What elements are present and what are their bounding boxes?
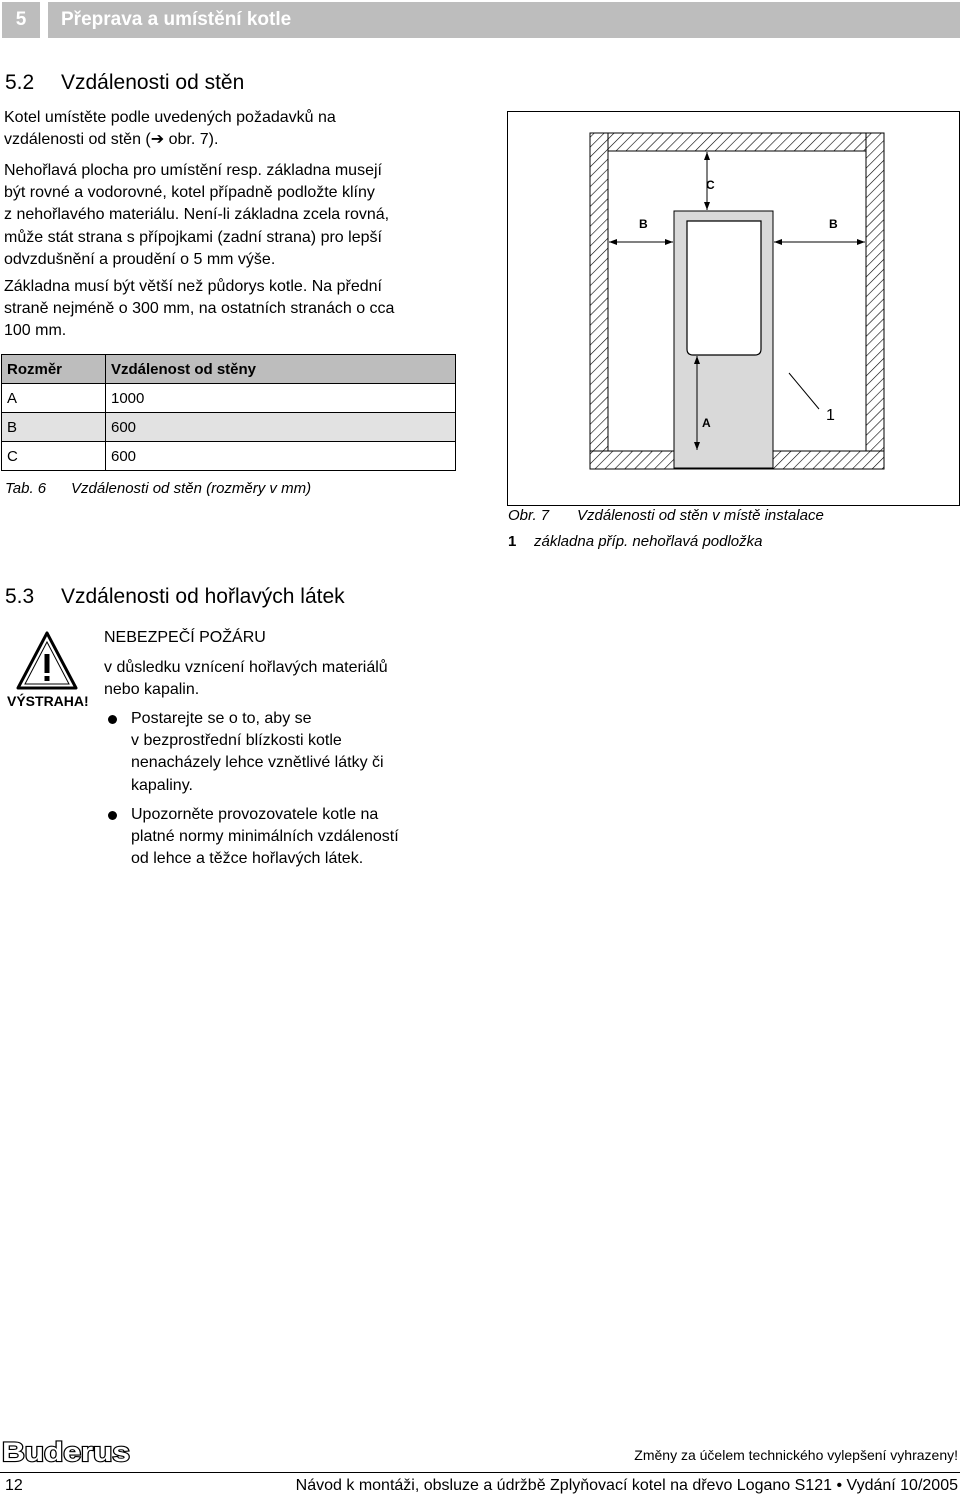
chapter-title: Přeprava a umístění kotle bbox=[48, 2, 960, 38]
text-line: v důsledku vznícení hořlavých materiálů bbox=[104, 659, 388, 676]
figure-legend-key: 1 bbox=[508, 533, 517, 550]
label-c: C bbox=[706, 178, 715, 192]
right-wall bbox=[866, 133, 884, 469]
text-line: Kotel umístěte podle uvedených požadavků na bbox=[4, 109, 336, 126]
section-title: Vzdálenosti od hořlavých látek bbox=[61, 585, 345, 608]
text-line: z nehořlavého materiálu. Není-li základna zcela rovná, bbox=[4, 206, 390, 224]
text-line: 100 mm. bbox=[4, 322, 67, 340]
text-line: Základna musí být větší než půdorys kotle. Na přední bbox=[4, 278, 382, 295]
label-1: 1 bbox=[826, 407, 835, 424]
table-cell: C bbox=[2, 442, 106, 471]
figure-caption-label: Obr. 7 bbox=[508, 507, 550, 524]
document-title: Návod k montáži, obsluze a údržbě Zplyňovací kotel na dřevo Logano S121 • Vydání 10/2005 bbox=[295, 1477, 958, 1494]
chapter-number: 5 bbox=[2, 2, 40, 38]
bullet-item-2 bbox=[131, 804, 461, 871]
paragraph-3 bbox=[4, 276, 459, 343]
table-cell: A bbox=[2, 384, 106, 413]
text-line: platné normy minimálních vzdáleností bbox=[131, 828, 399, 846]
distance-table bbox=[1, 354, 456, 471]
text-line: být rovné a vodorovné, kotel případně podložte klíny bbox=[4, 184, 375, 202]
figure-caption-text: Vzdálenosti od stěn v místě instalace bbox=[577, 507, 824, 524]
table-row bbox=[2, 413, 456, 442]
section-heading-5-2 bbox=[5, 70, 244, 96]
paragraph-1 bbox=[4, 107, 459, 151]
text-line: straně nejméně o 300 mm, na ostatních stranách o cca bbox=[4, 300, 395, 318]
text-line: od lehce a těžce hořlavých látek. bbox=[131, 850, 364, 868]
table-caption-text: Vzdálenosti od stěn (rozměry v mm) bbox=[71, 480, 312, 497]
left-wall bbox=[590, 133, 608, 469]
table-header-cell: Vzdálenost od stěny bbox=[106, 355, 456, 384]
footer-note: Změny za účelem technického vylepšení vyhrazeny! bbox=[634, 1447, 958, 1463]
figure-legend-text: základna příp. nehořlavá podložka bbox=[534, 533, 763, 550]
label-b-right: B bbox=[829, 217, 838, 231]
table-caption-label: Tab. 6 bbox=[5, 480, 47, 497]
buderus-logo bbox=[2, 1436, 134, 1468]
footer-divider bbox=[0, 1472, 960, 1473]
table-row bbox=[2, 442, 456, 471]
warning-intro bbox=[104, 657, 464, 701]
boiler-outline bbox=[687, 221, 761, 355]
warning-triangle-icon bbox=[15, 630, 79, 692]
label-a: A bbox=[702, 416, 711, 430]
text-line: nenacházely lehce vznětlivé látky či bbox=[131, 754, 384, 772]
table-cell: 600 bbox=[106, 442, 456, 471]
figure-legend bbox=[508, 533, 763, 550]
wall-distance-figure bbox=[507, 111, 960, 506]
bullet-dot bbox=[108, 811, 117, 820]
table-cell: 600 bbox=[106, 413, 456, 442]
text-line: Postarejte se o to, aby se bbox=[131, 710, 312, 727]
page-number: 12 bbox=[5, 1477, 23, 1494]
text-line: vzdálenosti od stěn (➔ obr. 7). bbox=[4, 131, 219, 149]
bullet-item-1 bbox=[131, 708, 461, 797]
table-cell: 1000 bbox=[106, 384, 456, 413]
table-header-cell: Rozměr bbox=[2, 355, 106, 384]
text-line: odvzdušnění a proudění o 5 mm výše. bbox=[4, 250, 276, 268]
text-line: nebo kapalin. bbox=[104, 681, 200, 699]
warning-title: NEBEZPEČÍ POŽÁRU bbox=[104, 629, 266, 646]
text-line: v bezprostřední blízkosti kotle bbox=[131, 732, 342, 750]
table-row bbox=[2, 384, 456, 413]
paragraph-2 bbox=[4, 160, 459, 271]
text-line: může stát strana s přípojkami (zadní strana) pro lepší bbox=[4, 228, 382, 246]
section-number: 5.3 bbox=[5, 585, 35, 608]
text-line: kapaliny. bbox=[131, 776, 193, 794]
svg-text:Buderus: Buderus bbox=[2, 1437, 130, 1467]
text-line: Upozorněte provozovatele kotle na bbox=[131, 806, 379, 823]
table-cell: B bbox=[2, 413, 106, 442]
bullet-dot bbox=[108, 715, 117, 724]
section-title: Vzdálenosti od stěn bbox=[61, 71, 245, 94]
text-line: Nehořlavá plocha pro umístění resp. základna musejí bbox=[4, 162, 382, 179]
section-number: 5.2 bbox=[5, 71, 35, 94]
back-wall bbox=[590, 133, 884, 151]
section-heading-5-3 bbox=[5, 584, 345, 610]
label-b-left: B bbox=[639, 217, 648, 231]
table-caption bbox=[5, 480, 311, 497]
table-header-row bbox=[2, 355, 456, 384]
figure-caption bbox=[508, 507, 824, 524]
warning-label: VÝSTRAHA! bbox=[7, 693, 89, 709]
